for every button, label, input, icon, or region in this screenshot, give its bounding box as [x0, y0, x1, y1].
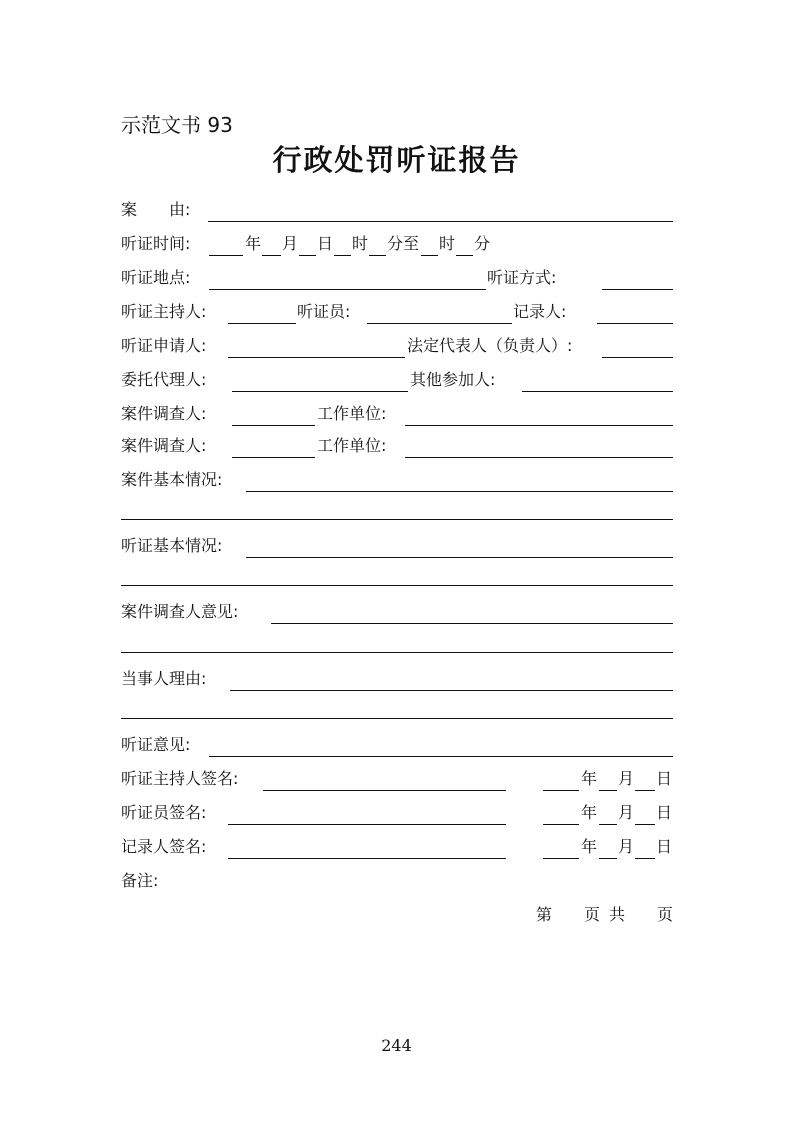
day-unit: 日 [656, 803, 673, 822]
hearing-officer-field[interactable] [367, 323, 512, 324]
hearing-basics-line-2[interactable] [121, 585, 673, 586]
hearing-method-field[interactable] [602, 289, 673, 290]
host-sign-day-field[interactable] [635, 790, 655, 791]
month-unit: 月 [618, 769, 635, 788]
recorder-field[interactable] [597, 323, 673, 324]
page-title: 行政处罚听证报告 [272, 143, 521, 177]
case-basics-line-2[interactable] [121, 519, 673, 520]
other-participants-field[interactable] [522, 391, 673, 392]
hearing-place-row [121, 264, 673, 290]
recorder-signature-label: 记录人签名: [121, 837, 207, 856]
agent-field[interactable] [232, 391, 408, 392]
hearing-opinion-row [121, 731, 673, 757]
year-unit: 年 [581, 837, 598, 856]
month-unit: 月 [282, 234, 299, 253]
hour2-unit: 时 [439, 234, 456, 253]
hearing-place-label: 听证地点: [121, 268, 191, 287]
investigator-opinion-field[interactable] [271, 623, 673, 624]
hearing-opinion-label: 听证意见: [121, 735, 191, 754]
investigator-row-1 [121, 400, 673, 426]
page-info-ye2: 页 [657, 905, 674, 924]
hearing-hour-field[interactable] [334, 255, 351, 256]
page-info-gong: 共 [609, 905, 626, 924]
investigator-opinion-label: 案件调查人意见: [121, 602, 239, 621]
investigator-opinion-line-2[interactable] [121, 652, 673, 653]
hearing-host-label: 听证主持人: [121, 302, 207, 321]
applicant-row [121, 332, 673, 358]
agent-label: 委托代理人: [121, 370, 207, 389]
hearing-minute-from-field[interactable] [369, 255, 386, 256]
officer-sign-year-field[interactable] [543, 824, 579, 825]
work-unit-field-1[interactable] [405, 425, 673, 426]
case-reason-label: 案 由: [121, 200, 191, 219]
legal-rep-field[interactable] [602, 357, 673, 358]
officer-signature-row [121, 799, 673, 825]
hearing-basics-row [121, 532, 673, 558]
minute-from-unit: 分至 [387, 234, 420, 253]
hearing-officer-label: 听证员: [297, 302, 351, 321]
investigator-field-2[interactable] [232, 457, 315, 458]
month-unit: 月 [618, 803, 635, 822]
party-reason-field[interactable] [230, 690, 673, 691]
recorder-signature-field[interactable] [228, 858, 506, 859]
recorder-sign-day-field[interactable] [635, 858, 655, 859]
hearing-day-field[interactable] [299, 255, 316, 256]
officer-sign-month-field[interactable] [599, 824, 617, 825]
recorder-signature-row [121, 833, 673, 859]
host-signature-field[interactable] [263, 790, 506, 791]
investigator-opinion-row [121, 598, 673, 624]
day-unit: 日 [317, 234, 334, 253]
officer-signature-label: 听证员签名: [121, 803, 207, 822]
recorder-sign-year-field[interactable] [543, 858, 579, 859]
hearing-basics-field[interactable] [246, 557, 673, 558]
day-unit: 日 [656, 769, 673, 788]
hearing-method-label: 听证方式: [487, 268, 557, 287]
hearing-host-field[interactable] [228, 323, 296, 324]
hearing-basics-label: 听证基本情况: [121, 536, 223, 555]
hearing-staff-row [121, 298, 673, 324]
legal-rep-label: 法定代表人（负责人）: [407, 336, 573, 355]
host-sign-month-field[interactable] [599, 790, 617, 791]
investigator-label-1: 案件调查人: [121, 404, 207, 423]
case-basics-label: 案件基本情况: [121, 470, 223, 489]
case-basics-field[interactable] [246, 491, 673, 492]
remarks-row [121, 867, 673, 893]
remarks-label: 备注: [121, 871, 159, 890]
work-unit-label-2: 工作单位: [317, 436, 387, 455]
party-reason-label: 当事人理由: [121, 669, 207, 688]
hearing-time-row [121, 230, 673, 256]
party-reason-row [121, 665, 673, 691]
party-reason-line-2[interactable] [121, 718, 673, 719]
hearing-place-field[interactable] [209, 289, 486, 290]
host-sign-year-field[interactable] [543, 790, 579, 791]
page-info-di: 第 [536, 905, 553, 924]
work-unit-label-1: 工作单位: [317, 404, 387, 423]
day-unit: 日 [656, 837, 673, 856]
month-unit: 月 [618, 837, 635, 856]
investigator-field-1[interactable] [232, 425, 315, 426]
hearing-opinion-field[interactable] [209, 756, 673, 757]
officer-sign-day-field[interactable] [635, 824, 655, 825]
case-reason-field[interactable] [208, 221, 673, 222]
document-number: 示范文书 93 [121, 113, 233, 137]
hearing-hour-to-field[interactable] [421, 255, 438, 256]
other-participants-label: 其他参加人: [410, 370, 496, 389]
officer-signature-field[interactable] [228, 824, 506, 825]
host-signature-row [121, 765, 673, 791]
page-info-ye: 页 [584, 905, 601, 924]
host-signature-label: 听证主持人签名: [121, 769, 239, 788]
year-unit: 年 [245, 234, 262, 253]
year-unit: 年 [581, 769, 598, 788]
hearing-year-field[interactable] [209, 255, 243, 256]
investigator-row-2 [121, 432, 673, 458]
hearing-month-field[interactable] [262, 255, 281, 256]
page-number: 244 [381, 1036, 412, 1055]
minute-unit: 分 [474, 234, 491, 253]
year-unit: 年 [581, 803, 598, 822]
case-basics-row [121, 466, 673, 492]
applicant-field[interactable] [228, 357, 405, 358]
applicant-label: 听证申请人: [121, 336, 207, 355]
agent-row [121, 366, 673, 392]
case-reason-row [121, 196, 673, 222]
recorder-label: 记录人: [513, 302, 567, 321]
work-unit-field-2[interactable] [405, 457, 673, 458]
investigator-label-2: 案件调查人: [121, 436, 207, 455]
hearing-minute-to-field[interactable] [456, 255, 473, 256]
recorder-sign-month-field[interactable] [599, 858, 617, 859]
hour-unit: 时 [352, 234, 369, 253]
hearing-time-label: 听证时间: [121, 234, 191, 253]
